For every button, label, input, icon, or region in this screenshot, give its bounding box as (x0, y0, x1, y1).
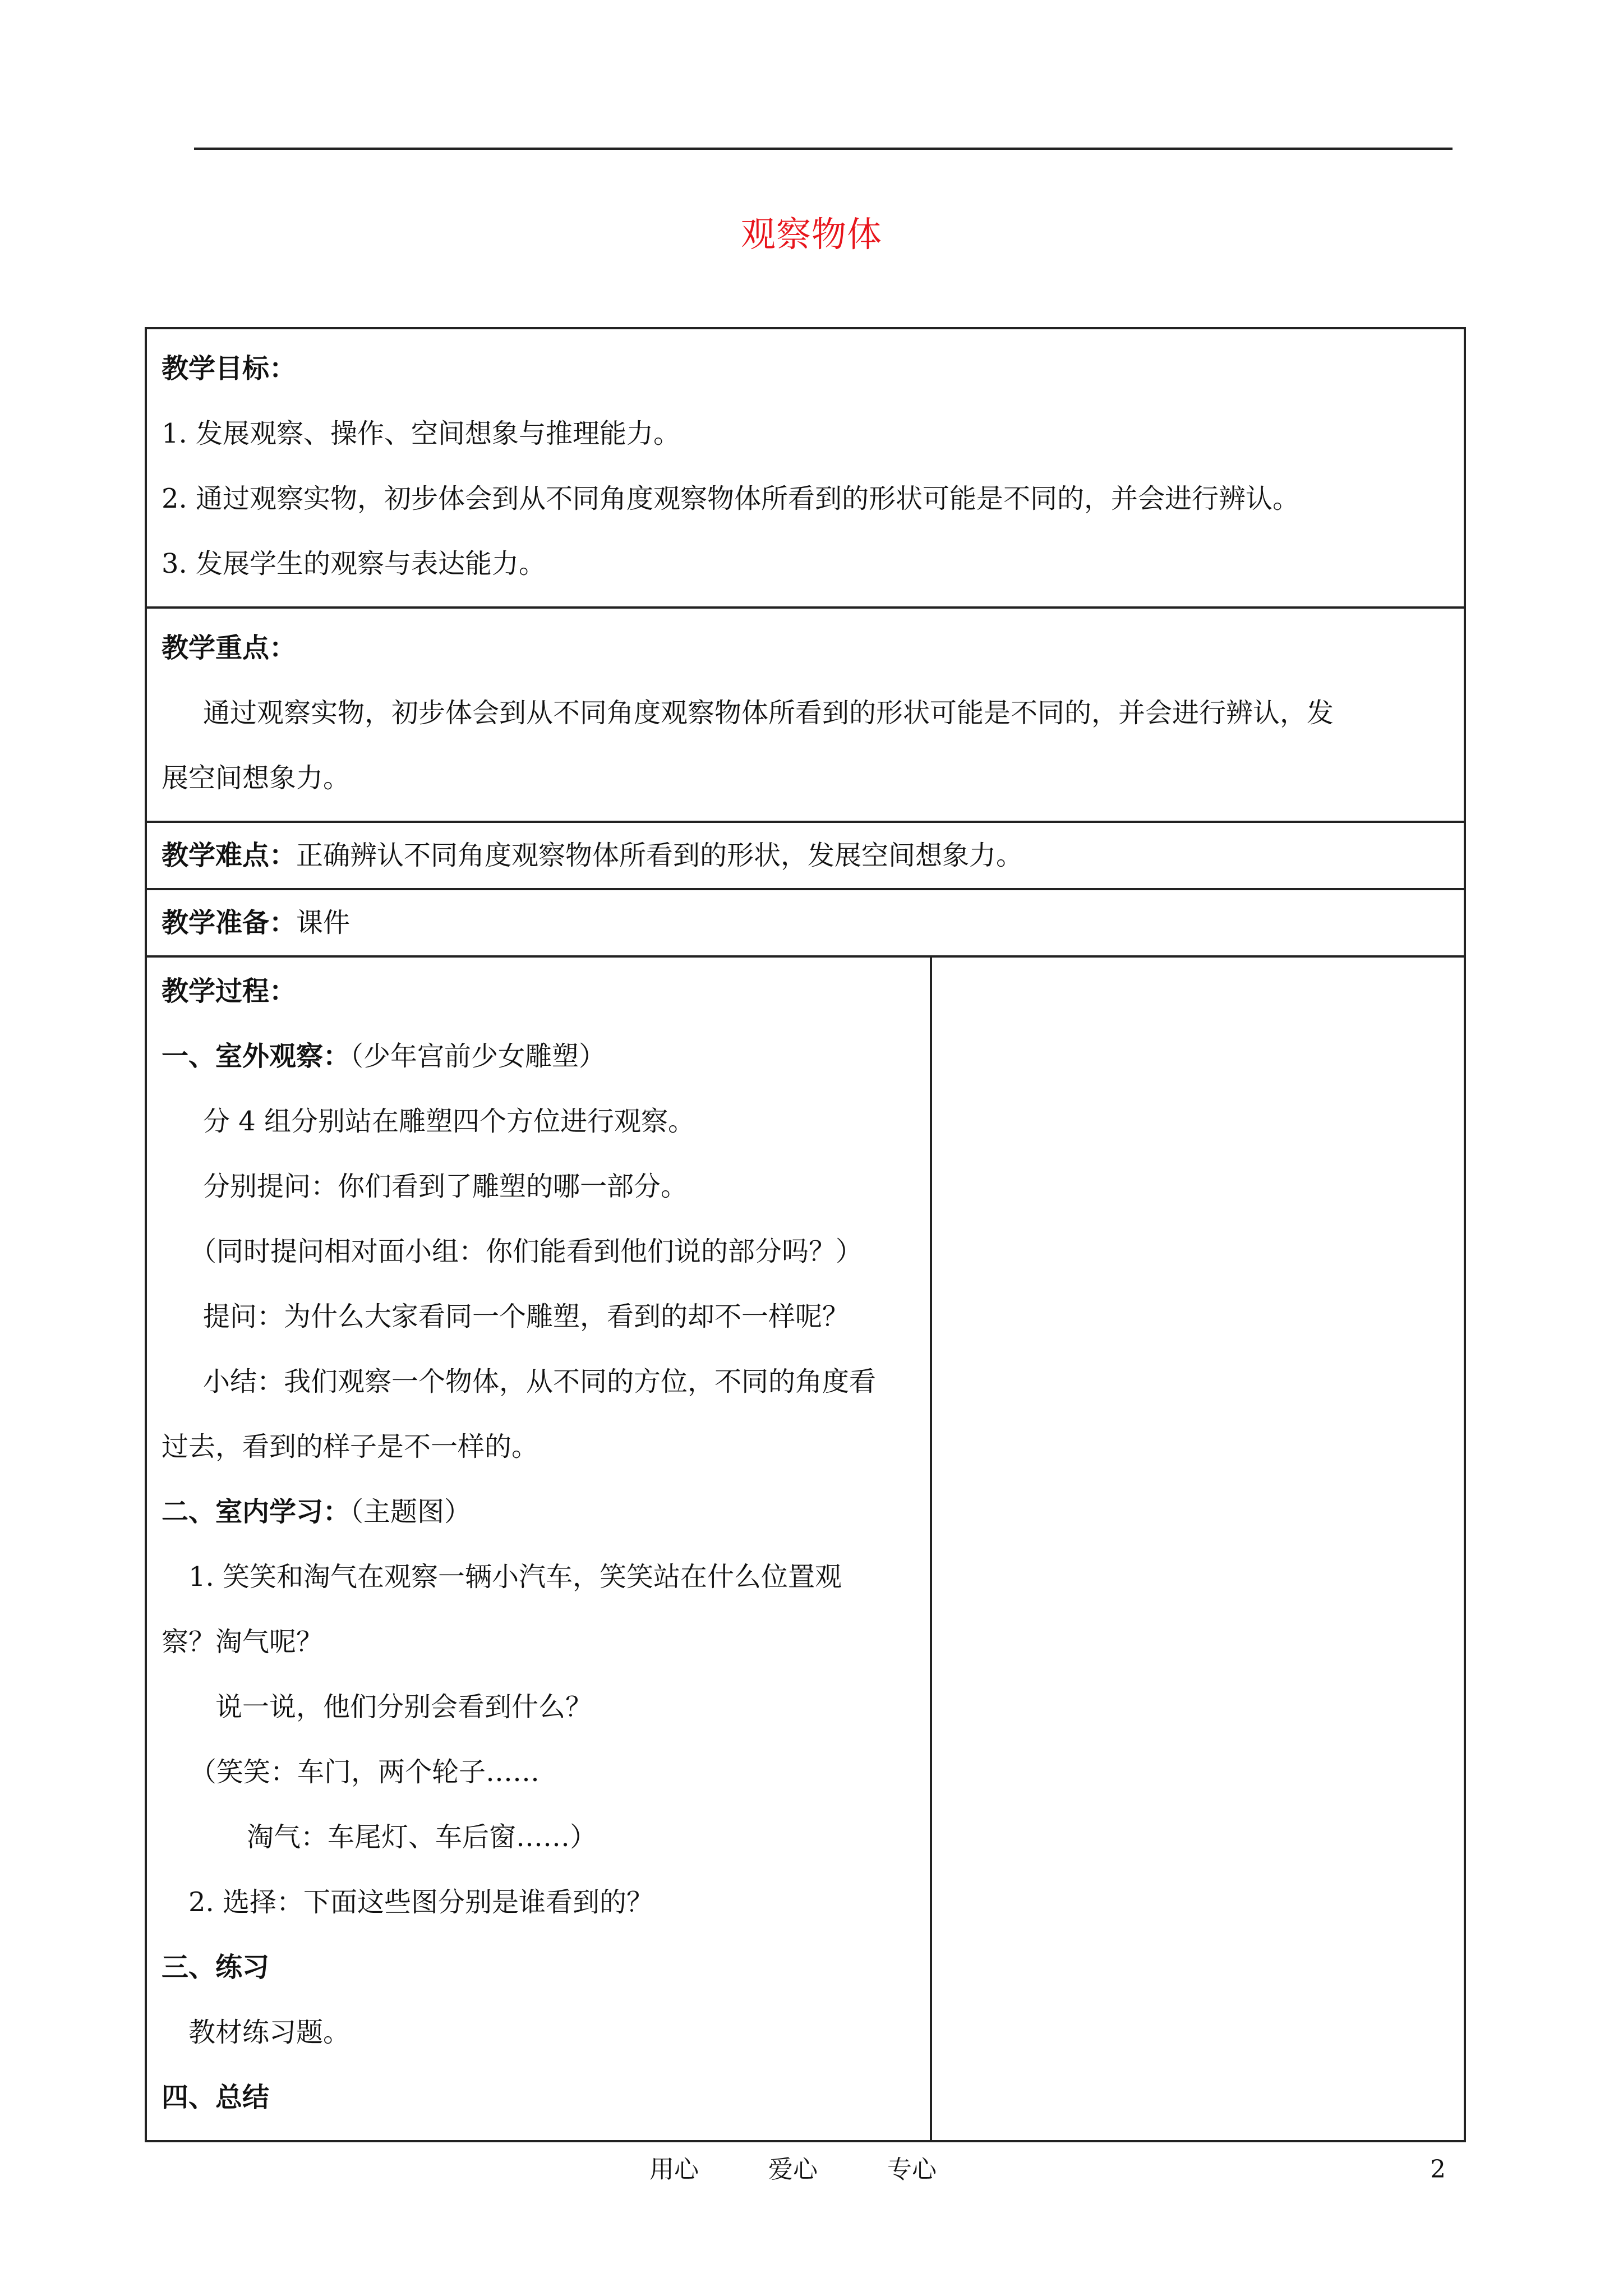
section4-heading: 四、总结 (162, 2082, 270, 2113)
objectives-heading: 教学目标： (162, 353, 297, 384)
process-text: 察？淘气呢？ (162, 1626, 324, 1658)
key-points-row (146, 608, 1465, 822)
process-text: 提问：为什么大家看同一个雕塑，看到的却不一样呢？ (203, 1301, 850, 1332)
preparation-text: 课件 (296, 907, 351, 938)
process-text: （同时提问相对面小组：你们能看到他们说的部分吗？） (190, 1236, 863, 1267)
process-row (146, 956, 1465, 2141)
section1-note: （少年宫前少女雕塑） (350, 1041, 606, 1072)
objective-item: 1. 发展观察、操作、空间想象与推理能力。 (162, 418, 681, 449)
page-number: 2 (1430, 2155, 1446, 2184)
process-text: 淘气：车尾灯、车后窗……） (247, 1821, 597, 1853)
section2-heading: 二、室内学习： (162, 1496, 351, 1527)
difficulties-heading: 教学难点： (162, 840, 297, 871)
difficulties-row (146, 822, 1465, 889)
objective-item: 2. 通过观察实物，初步体会到从不同角度观察物体所看到的形状可能是不同的，并会进行辨认。 (162, 483, 1300, 514)
process-text: 小结：我们观察一个物体，从不同的方位，不同的角度看 (203, 1366, 877, 1397)
lesson-plan-table (145, 327, 1466, 2142)
footer-motto: 专心 (887, 2155, 937, 2184)
page-title: 观察物体 (740, 214, 882, 255)
preparation-heading: 教学准备： (162, 907, 297, 938)
notes-cell (931, 956, 1465, 2141)
process-text: 教材练习题。 (188, 2017, 351, 2048)
process-text: （笑笑：车门，两个轮子…… (190, 1756, 540, 1788)
section1-heading: 一、室外观察： (162, 1041, 351, 1072)
process-text: 1. 笑笑和淘气在观察一辆小汽车，笑笑站在什么位置观 (188, 1561, 842, 1593)
process-text: 分别提问：你们看到了雕塑的哪一部分。 (203, 1171, 688, 1202)
objective-item: 3. 发展学生的观察与表达能力。 (162, 548, 546, 579)
process-text: 说一说，他们分别会看到什么？ (215, 1691, 593, 1723)
process-text: 2. 选择：下面这些图分别是谁看到的？ (188, 1887, 654, 1918)
process-cell (146, 956, 931, 2141)
footer-mottos (649, 2153, 998, 2187)
process-text: 分 4 组分别站在雕塑四个方位进行观察。 (203, 1106, 695, 1137)
key-points-text-continued: 展空间想象力。 (162, 762, 351, 794)
key-points-text: 通过观察实物，初步体会到从不同角度观察物体所看到的形状可能是不同的，并会进行辨认，发 (203, 697, 1334, 729)
process-heading: 教学过程： (162, 976, 297, 1007)
footer-motto: 爱心 (768, 2155, 818, 2184)
objectives-row (146, 328, 1465, 608)
process-text: 过去，看到的样子是不一样的。 (162, 1431, 539, 1462)
section3-heading: 三、练习 (162, 1952, 270, 1983)
key-points-heading: 教学重点： (162, 632, 297, 664)
header-rule (194, 148, 1453, 150)
footer-motto: 用心 (649, 2155, 699, 2184)
section2-note: （主题图） (350, 1496, 472, 1527)
preparation-row (146, 889, 1465, 956)
difficulties-text: 正确辨认不同角度观察物体所看到的形状，发展空间想象力。 (296, 840, 1023, 871)
